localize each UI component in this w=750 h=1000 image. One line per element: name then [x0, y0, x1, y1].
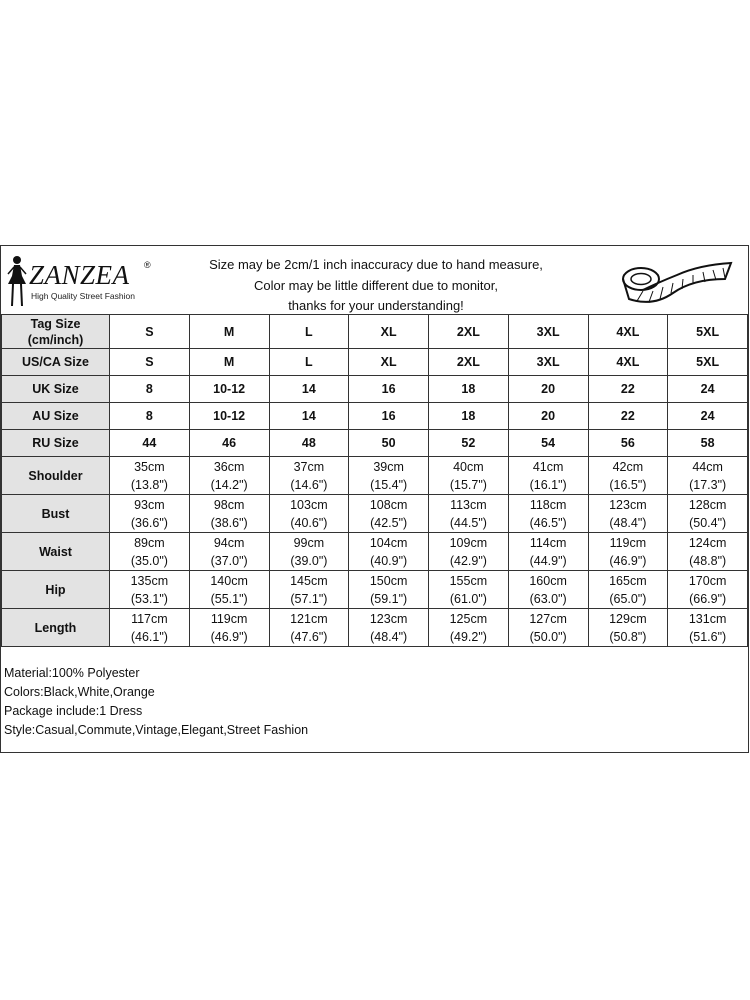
cm-value: 135cm	[130, 573, 169, 588]
measurement-cell	[668, 533, 748, 571]
table-cell: 8	[110, 403, 190, 430]
cm-value: 35cm	[134, 459, 165, 474]
table-cell: L	[269, 349, 349, 376]
size-column-header: 4XL	[588, 315, 668, 349]
table-cell: 52	[429, 430, 509, 457]
cm-value: 98cm	[213, 497, 245, 512]
table-cell: 10-12	[189, 403, 269, 430]
size-chart	[0, 245, 749, 753]
measurement-cell	[588, 609, 668, 647]
inch-value: (14.2")	[210, 477, 248, 492]
measurement-row	[2, 457, 748, 495]
row-label: UK Size	[2, 376, 110, 403]
inch-value: (50.0")	[529, 629, 567, 644]
measurement-cell	[429, 571, 509, 609]
cm-value: 99cm	[293, 535, 325, 550]
inch-value: (48.8")	[689, 553, 727, 568]
size-conversion-row	[2, 376, 748, 403]
inch-value: (15.4")	[370, 477, 408, 492]
cm-value: 118cm	[529, 497, 567, 512]
measurement-cell	[508, 533, 588, 571]
table-cell: 54	[508, 430, 588, 457]
cm-value: 93cm	[134, 497, 165, 512]
inch-value: (44.9")	[529, 553, 567, 568]
cm-value: 127cm	[529, 611, 567, 626]
cm-value: 128cm	[688, 497, 727, 512]
table-cell: 16	[349, 403, 429, 430]
measurement-cell	[508, 457, 588, 495]
size-conversion-row	[2, 403, 748, 430]
measurement-cell	[189, 609, 269, 647]
cm-value: 129cm	[609, 611, 647, 626]
table-cell: 2XL	[429, 349, 509, 376]
row-label: US/CA Size	[2, 349, 110, 376]
cm-value: 36cm	[213, 459, 245, 474]
inch-value: (46.9")	[609, 553, 647, 568]
inch-value: (51.6")	[689, 629, 727, 644]
table-cell: 58	[668, 430, 748, 457]
measurement-cell	[349, 533, 429, 571]
size-column-header: M	[189, 315, 269, 349]
inch-value: (37.0")	[210, 553, 248, 568]
size-header-row	[2, 315, 748, 349]
cm-value: 123cm	[609, 497, 647, 512]
cm-value: 117cm	[131, 611, 168, 626]
measurement-cell	[110, 571, 190, 609]
detail-package: Package include:1 Dress	[4, 704, 143, 718]
inch-value: (16.5")	[609, 477, 647, 492]
inch-value: (35.0")	[130, 553, 168, 568]
brand-tagline: High Quality Street Fashion	[31, 291, 135, 301]
inch-value: (57.1")	[290, 591, 328, 606]
inch-value: (50.8")	[609, 629, 647, 644]
measurement-cell	[269, 533, 349, 571]
size-column-header: 5XL	[668, 315, 748, 349]
row-label: Length	[2, 609, 110, 647]
table-cell: 56	[588, 430, 668, 457]
table-cell: M	[189, 349, 269, 376]
table-cell: XL	[349, 349, 429, 376]
table-cell: 20	[508, 376, 588, 403]
size-column-header: 3XL	[508, 315, 588, 349]
inch-value: (48.4")	[370, 629, 408, 644]
measurement-cell	[429, 533, 509, 571]
brand-logo	[5, 252, 185, 310]
cm-value: 121cm	[290, 611, 328, 626]
table-cell: 8	[110, 376, 190, 403]
measurement-cell	[588, 571, 668, 609]
inch-value: (66.9")	[689, 591, 727, 606]
cm-value: 150cm	[369, 573, 408, 588]
detail-style: Style:Casual,Commute,Vintage,Elegant,Street Fashion	[4, 723, 309, 737]
cm-value: 113cm	[450, 497, 487, 512]
measurement-cell	[110, 495, 190, 533]
detail-material: Material:100% Polyester	[4, 666, 140, 680]
measurement-cell	[110, 533, 190, 571]
table-cell: 5XL	[668, 349, 748, 376]
product-details	[4, 664, 308, 740]
inch-value: (36.6")	[130, 515, 168, 530]
size-notice	[191, 255, 561, 317]
row-label: AU Size	[2, 403, 110, 430]
table-cell: 44	[110, 430, 190, 457]
table-cell: 46	[189, 430, 269, 457]
cm-value: 44cm	[692, 459, 723, 474]
table-cell: 18	[429, 376, 509, 403]
measurement-cell	[269, 571, 349, 609]
measurement-cell	[508, 571, 588, 609]
cm-value: 103cm	[290, 497, 328, 512]
brand-name: ZANZEA	[29, 260, 130, 290]
measurement-cell	[269, 457, 349, 495]
cm-value: 41cm	[532, 459, 564, 474]
notice-line: Size may be 2cm/1 inch inaccuracy due to hand measure,	[209, 257, 543, 272]
table-cell: 18	[429, 403, 509, 430]
measurement-row	[2, 533, 748, 571]
table-cell: 16	[349, 376, 429, 403]
measurement-cell	[668, 457, 748, 495]
table-cell: 20	[508, 403, 588, 430]
chart-header	[1, 246, 748, 315]
measurement-cell	[269, 495, 349, 533]
woman-silhouette-icon	[5, 254, 29, 308]
cm-value: 170cm	[688, 573, 727, 588]
table-cell: 22	[588, 376, 668, 403]
row-label: Shoulder	[2, 457, 110, 495]
cm-value: 145cm	[290, 573, 328, 588]
measurement-cell	[668, 571, 748, 609]
cm-value: 119cm	[609, 535, 647, 550]
row-label: Bust	[2, 495, 110, 533]
measurement-cell	[508, 609, 588, 647]
measurement-cell	[110, 457, 190, 495]
inch-value: (65.0")	[609, 591, 647, 606]
table-cell: 14	[269, 376, 349, 403]
size-column-header: 2XL	[429, 315, 509, 349]
inch-value: (46.9")	[210, 629, 248, 644]
inch-value: (46.1")	[130, 629, 168, 644]
cm-value: 37cm	[293, 459, 325, 474]
cm-value: 39cm	[373, 459, 404, 474]
measurement-cell	[189, 495, 269, 533]
cm-value: 131cm	[688, 611, 727, 626]
table-cell: 22	[588, 403, 668, 430]
inch-value: (50.4")	[689, 515, 727, 530]
table-cell: 3XL	[508, 349, 588, 376]
inch-value: (53.1")	[130, 591, 168, 606]
inch-value: (16.1")	[529, 477, 567, 492]
measurement-cell	[349, 571, 429, 609]
table-cell: S	[110, 349, 190, 376]
inch-value: (39.0")	[290, 553, 328, 568]
cm-value: 140cm	[210, 573, 248, 588]
size-conversion-row	[2, 430, 748, 457]
size-column-header: S	[110, 315, 190, 349]
cm-value: 123cm	[369, 611, 408, 626]
notice-line: Color may be little different due to monitor,	[254, 277, 498, 293]
inch-value: (46.5")	[529, 515, 567, 530]
measurement-cell	[508, 495, 588, 533]
inch-value: (40.6")	[290, 515, 328, 530]
measurement-row	[2, 495, 748, 533]
table-cell: 10-12	[189, 376, 269, 403]
measurement-cell	[189, 571, 269, 609]
measuring-tape-icon	[613, 249, 738, 311]
cm-value: 108cm	[369, 497, 408, 512]
measurement-cell	[349, 495, 429, 533]
inch-value: (40.9")	[370, 553, 408, 568]
inch-value: (47.6")	[290, 629, 328, 644]
cm-value: 119cm	[210, 611, 248, 626]
inch-value: (55.1")	[210, 591, 248, 606]
inch-value: (48.4")	[609, 515, 647, 530]
inch-value: (42.5")	[370, 515, 408, 530]
cm-value: 114cm	[529, 535, 567, 550]
table-cell: 4XL	[588, 349, 668, 376]
measurement-cell	[110, 609, 190, 647]
inch-value: (13.8")	[130, 477, 168, 492]
measurement-cell	[349, 609, 429, 647]
measurement-cell	[588, 495, 668, 533]
size-table	[1, 314, 748, 647]
measurement-cell	[429, 457, 509, 495]
measurement-cell	[668, 495, 748, 533]
measurement-cell	[269, 609, 349, 647]
table-cell: 24	[668, 376, 748, 403]
measurement-cell	[349, 457, 429, 495]
inch-value: (17.3")	[689, 477, 727, 492]
size-column-header: XL	[349, 315, 429, 349]
cm-value: 89cm	[134, 535, 165, 550]
inch-value: (44.5")	[449, 515, 487, 530]
measurement-row	[2, 609, 748, 647]
table-cell: 48	[269, 430, 349, 457]
row-label: Hip	[2, 571, 110, 609]
inch-value: (14.6")	[290, 477, 328, 492]
cm-value: 40cm	[453, 459, 484, 474]
cm-value: 155cm	[449, 573, 488, 588]
table-cell: 50	[349, 430, 429, 457]
measurement-cell	[588, 457, 668, 495]
notice-line: thanks for your understanding!	[288, 298, 464, 313]
cm-value: 94cm	[213, 535, 245, 550]
inch-value: (49.2")	[449, 629, 487, 644]
inch-value: (63.0")	[529, 591, 567, 606]
table-cell: 24	[668, 403, 748, 430]
measurement-cell	[429, 609, 509, 647]
inch-value: (42.9")	[449, 553, 487, 568]
measurement-cell	[668, 609, 748, 647]
inch-value: (15.7")	[449, 477, 487, 492]
measurement-cell	[189, 533, 269, 571]
measurement-row	[2, 571, 748, 609]
measurement-cell	[189, 457, 269, 495]
inch-value: (38.6")	[210, 515, 248, 530]
measurement-cell	[588, 533, 668, 571]
measurement-cell	[429, 495, 509, 533]
cm-value: 42cm	[612, 459, 644, 474]
cm-value: 124cm	[688, 535, 727, 550]
registered-mark: ®	[144, 260, 151, 270]
cm-value: 109cm	[449, 535, 488, 550]
cm-value: 160cm	[529, 573, 567, 588]
row-label: RU Size	[2, 430, 110, 457]
size-column-header: L	[269, 315, 349, 349]
row-label: Waist	[2, 533, 110, 571]
cm-value: 125cm	[449, 611, 488, 626]
size-conversion-row	[2, 349, 748, 376]
cm-value: 165cm	[609, 573, 647, 588]
cm-value: 104cm	[369, 535, 408, 550]
table-cell: 14	[269, 403, 349, 430]
row-label: Tag Size (cm/inch)	[2, 315, 110, 349]
detail-colors: Colors:Black,White,Orange	[4, 685, 155, 699]
inch-value: (59.1")	[370, 591, 408, 606]
inch-value: (61.0")	[449, 591, 487, 606]
